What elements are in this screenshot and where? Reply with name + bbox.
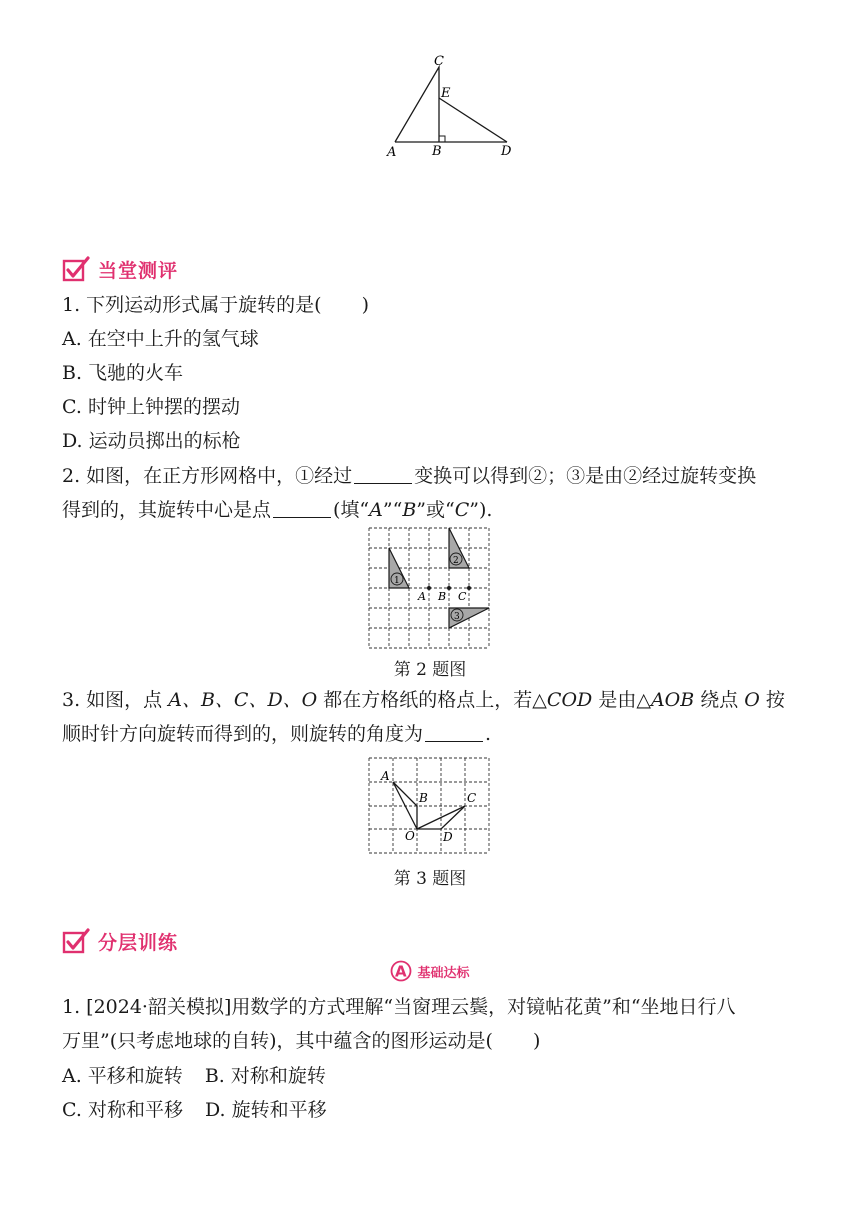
point-B: B xyxy=(438,590,447,603)
triangle-figure xyxy=(380,55,530,160)
checkbox-check-icon xyxy=(62,256,90,282)
label-C: C xyxy=(434,55,444,69)
answer-blank xyxy=(425,723,483,742)
point-A: A xyxy=(418,590,426,603)
point-A: A xyxy=(381,769,390,783)
q2-line1: 2. 如图，在正方形网格中，①经过 变换可以得到②；③是由②经过旋转变换 xyxy=(62,465,757,487)
q1-option-b: B. 飞驰的火车 xyxy=(62,362,184,384)
section-title: 当堂测评 xyxy=(98,259,179,282)
q1-option-a: A. 在空中上升的氢气球 xyxy=(62,328,259,350)
label-A: A xyxy=(387,145,397,160)
section-header-2 xyxy=(62,926,178,956)
label-B: B xyxy=(432,144,442,159)
q3-line1: 3. 如图，点 A、B、C、D、O 都在方格纸的格点上，若△COD 是由△AOB 绕点 O 按 xyxy=(62,689,785,711)
point-C: C xyxy=(467,791,477,805)
p1-line2: 万里”(只考虑地球的自转)，其中蕴含的图形运动是( ) xyxy=(62,1030,541,1052)
q3-caption: 第 3 题图 xyxy=(393,869,467,889)
q1-stem: 1. 下列运动形式属于旋转的是( ) xyxy=(62,294,370,316)
answer-blank xyxy=(354,465,412,484)
p1-options-row1: A. 平移和旋转 B. 对称和旋转 xyxy=(62,1065,326,1087)
shape-label-3: 3 xyxy=(454,612,460,622)
shape-label-2: 2 xyxy=(453,556,459,566)
answer-blank xyxy=(273,499,331,518)
checkbox-check-icon xyxy=(62,928,90,954)
q1-option-c: C. 时钟上钟摆的摆动 xyxy=(62,396,240,418)
section-title: 分层训练 xyxy=(98,931,179,954)
q3-line2: 顺时针方向旋转而得到的，则旋转的角度为 . xyxy=(62,723,492,745)
q2-caption: 第 2 题图 xyxy=(393,660,467,680)
badge-a-icon xyxy=(390,960,412,982)
q1-option-d: D. 运动员掷出的标枪 xyxy=(62,430,241,452)
subsection-title: 基础达标 xyxy=(417,965,470,981)
q3-grid-figure xyxy=(367,756,493,856)
point-C: C xyxy=(458,590,467,603)
point-B: B xyxy=(419,791,428,805)
q2-line2: 得到的，其旋转中心是点 (填“A”“B”或“C”). xyxy=(62,499,493,521)
point-O: O xyxy=(405,829,415,843)
label-D: D xyxy=(501,144,512,159)
point-D: D xyxy=(443,830,453,844)
shape-label-1: 1 xyxy=(394,576,400,586)
subsection-header xyxy=(0,960,860,982)
p1-options-row2: C. 对称和平移 D. 旋转和平移 xyxy=(62,1099,327,1121)
label-E: E xyxy=(441,86,451,101)
svg-text:A: A xyxy=(395,962,408,981)
p1-line1: 1. [2024·韶关模拟]用数学的方式理解“当窗理云鬓，对镜帖花黄”和“坐地日行八 xyxy=(62,996,736,1018)
section-header-1 xyxy=(62,254,178,284)
q2-grid-figure xyxy=(368,527,492,651)
